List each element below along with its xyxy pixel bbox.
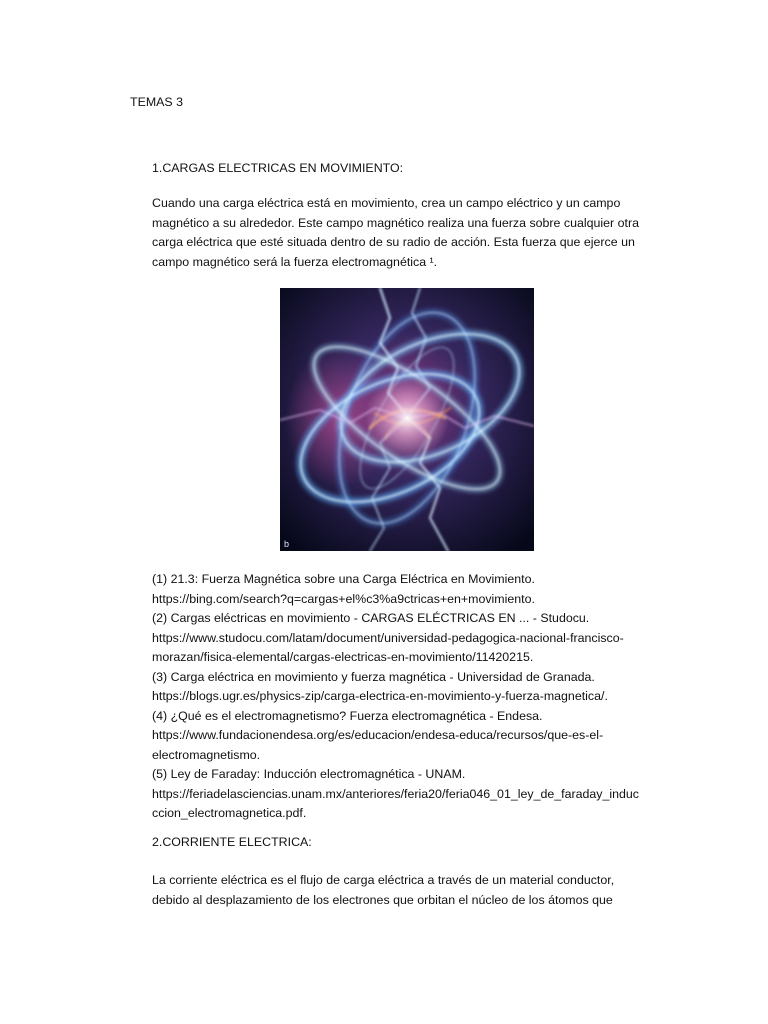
reference-link[interactable]: https://www.studocu.com/latam/document/universidad-pedagogica-nacional-francisco- xyxy=(152,630,624,645)
reference-link[interactable]: ccion_electromagnetica.pdf. xyxy=(152,806,307,820)
section-2-heading: 2.CORRIENTE ELECTRICA: xyxy=(152,835,312,849)
electromagnetic-field-illustration xyxy=(280,288,534,551)
reference-line: (2) Cargas eléctricas en movimiento - CARGAS ELÉCTRICAS EN ... - Studocu. xyxy=(152,611,590,625)
reference-link[interactable]: morazan/fisica-elemental/cargas-electricas-en-movimiento/11420215. xyxy=(152,650,534,664)
reference-line: (4) ¿Qué es el electromagnetismo? Fuerza electromagnética - Endesa. xyxy=(152,708,543,723)
reference-line: (5) Ley de Faraday: Inducción electromagnética - UNAM. xyxy=(152,767,466,781)
document-title: TEMAS 3 xyxy=(130,95,184,109)
reference-link[interactable]: electromagnetismo. xyxy=(152,747,261,762)
reference-link[interactable]: https://blogs.ugr.es/physics-zip/carga-electrica-en-movimiento-y-fuerza-magnetica/. xyxy=(152,689,608,703)
image-watermark: b xyxy=(284,539,290,549)
reference-link[interactable]: https://bing.com/search?q=cargas+el%c3%a9ctricas+en+movimiento. xyxy=(152,591,535,606)
paragraph-line: campo magnético será la fuerza electromagnética ¹. xyxy=(152,254,438,269)
paragraph-line: carga eléctrica que esté situada dentro de su radio de acción. Esta fuerza que ejerce un xyxy=(152,235,635,249)
paragraph-line: La corriente eléctrica es el flujo de carga eléctrica a través de un material conductor, xyxy=(152,873,615,887)
section-2-paragraph xyxy=(152,871,652,910)
reference-link[interactable]: https://www.fundacionendesa.org/es/educacion/endesa-educa/recursos/que-es-el- xyxy=(152,728,604,742)
electromagnetic-field-image xyxy=(280,288,534,551)
reference-link[interactable]: https://feriadelasciencias.unam.mx/anteriores/feria20/feria046_01_ley_de_faraday_induc xyxy=(152,786,639,801)
paragraph-line: debido al desplazamiento de los electrones que orbitan el núcleo de los átomos que xyxy=(152,892,613,907)
reference-line: (3) Carga eléctrica en movimiento y fuerza magnética - Universidad de Granada. xyxy=(152,669,595,684)
energy-core xyxy=(365,376,449,460)
paragraph-line: Cuando una carga eléctrica está en movimiento, crea un campo eléctrico y un campo xyxy=(152,196,621,210)
section-1-heading: 1.CARGAS ELECTRICAS EN MOVIMIENTO: xyxy=(152,161,404,175)
section-1-paragraph xyxy=(152,194,652,272)
references-list xyxy=(152,570,652,824)
paragraph-line: magnético a su alrededor. Este campo magnético realiza una fuerza sobre cualquier otra xyxy=(152,215,639,230)
reference-line: (1) 21.3: Fuerza Magnética sobre una Carga Eléctrica en Movimiento. xyxy=(152,572,535,586)
